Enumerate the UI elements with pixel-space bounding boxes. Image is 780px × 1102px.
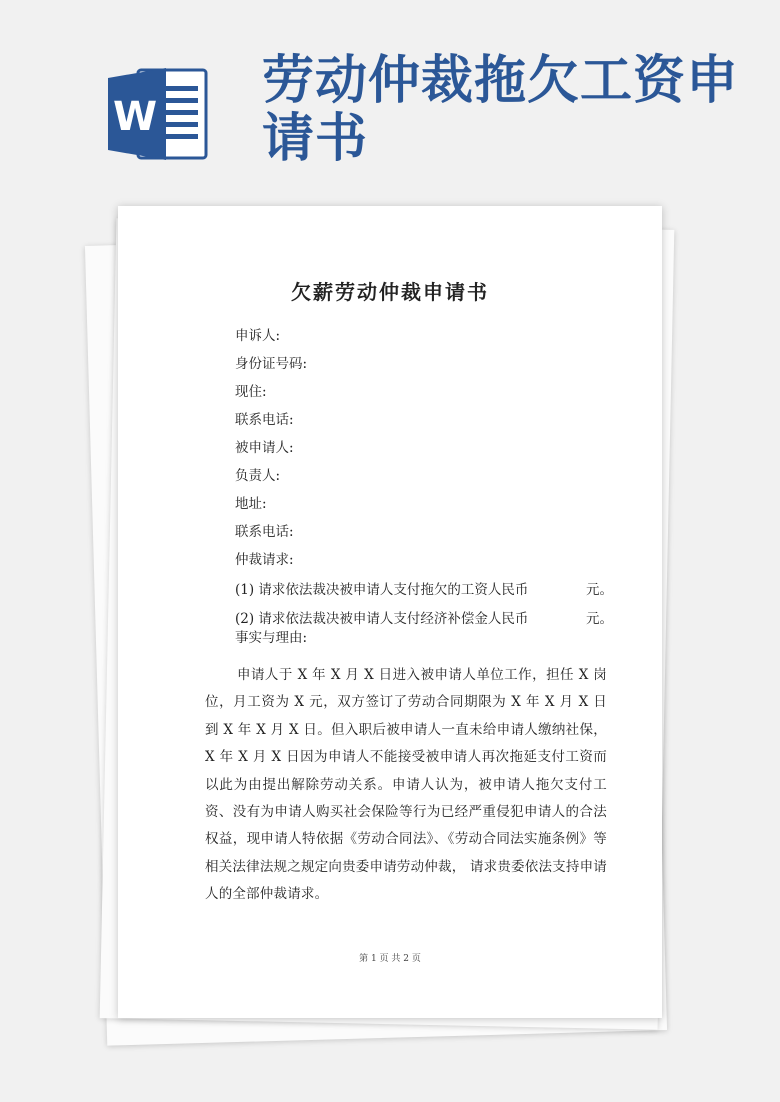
body-paragraph: 申请人于 X 年 X 月 X 日进入被申请人单位工作，担任 X 岗位，月工资为 X 元，双方签订了劳动合同期限为 X 年 X 月 X 日到 X 年 X 月 X 日。但入职后被申请人一直未给申请人缴纳社保， X 年 X 月 X 日因为申请人不能接受被申请人再次拖延支付工资而以此为由提出解除劳动关系。申请人认为，被申请人拖欠支付工资、没有为申请人购买社会保险等行为已经严重侵犯申请人的合法权益，现申请人特依据《劳动合同法》、《劳动合同法实施条例》等相关法律法规之规定向贵委申请劳动仲裁， 请求贵委依法支持申请人的全部仲裁请求。: [205, 667, 607, 903]
word-document-icon: [108, 66, 208, 162]
claim-text: (1) 请求依法裁决被申请人支付拖欠的工资人民币: [235, 582, 529, 598]
facts-heading: 事实与理由:: [235, 630, 308, 646]
page-title: 劳动仲裁拖欠工资申请书: [262, 51, 740, 169]
field-residence: 现住:: [235, 384, 267, 400]
header-banner: [0, 0, 780, 200]
field-address: 地址:: [235, 496, 267, 512]
claim-item: [235, 580, 613, 600]
field-respondent-phone: 联系电话:: [235, 524, 294, 540]
field-complainant: 申诉人:: [235, 328, 281, 344]
claim-unit: 元。: [586, 611, 613, 627]
icon-letter: W: [112, 94, 158, 140]
claim-unit: 元。: [586, 582, 613, 598]
claim-text: (2) 请求依法裁决被申请人支付经济补偿金人民币: [235, 611, 529, 627]
page-number: 第 1 页 共 2 页: [359, 954, 421, 964]
document-page: [118, 206, 662, 1018]
field-arbitration-request: 仲裁请求:: [235, 552, 294, 568]
claim-item: [235, 609, 613, 629]
field-id-number: 身份证号码:: [235, 356, 308, 372]
field-phone: 联系电话:: [235, 412, 294, 428]
field-respondent: 被申请人:: [235, 440, 294, 456]
field-person-in-charge: 负责人:: [235, 468, 281, 484]
document-title: 欠薪劳动仲裁申请书: [291, 280, 489, 304]
